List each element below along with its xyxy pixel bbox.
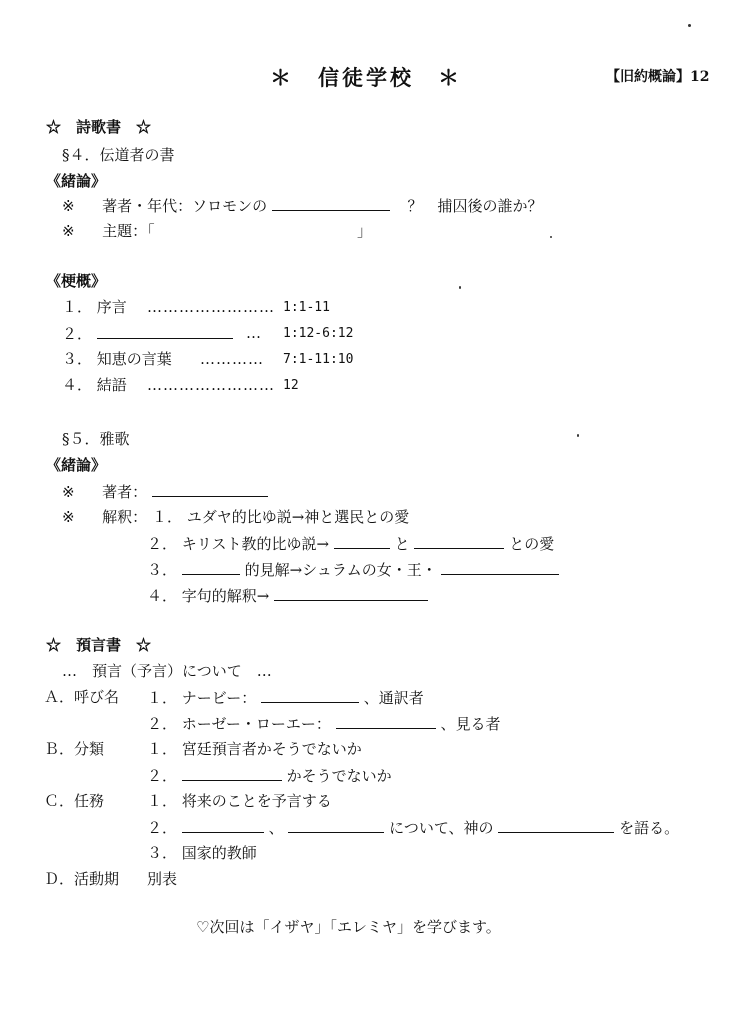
- section-b-label: Ｂ．分類: [44, 740, 105, 758]
- outline-leader: …: [246, 324, 262, 342]
- interpretation-text: キリスト教的比ゆ説→: [181, 535, 330, 553]
- outline-ref: 7:1-11:10: [283, 352, 354, 367]
- item-number: １．: [147, 740, 178, 758]
- outline-label: 序言: [96, 298, 127, 316]
- interpretation-blank: [274, 586, 428, 601]
- outline-number: １．: [62, 298, 93, 316]
- section-c-item-3: [147, 844, 257, 862]
- interpretation-blank: [334, 534, 390, 549]
- outline-row: [62, 298, 127, 316]
- item-blank: [182, 766, 282, 781]
- item-text: 、見る者: [440, 715, 501, 733]
- section-d-label: Ｄ．活動期: [44, 870, 120, 888]
- ecclesiastes-title: §４．伝道者の書: [62, 146, 175, 164]
- item-number: ２．: [147, 767, 178, 785]
- item-number: ２．: [147, 819, 178, 837]
- item-text: かそうでないか: [286, 767, 392, 785]
- ecclesiastes-author-line: [62, 196, 543, 215]
- item-number: １．: [147, 792, 178, 810]
- author-blank: [272, 196, 390, 211]
- note-mark: ※: [62, 483, 75, 501]
- interpretation-number: １．: [151, 508, 182, 526]
- item-text: ナービー：: [181, 689, 257, 707]
- interpretation-number: ４．: [147, 587, 178, 605]
- item-text: 、通訳者: [363, 689, 424, 707]
- item-blank: [498, 818, 614, 833]
- interpretation-blank: [441, 560, 559, 575]
- theme-suffix: 」: [356, 222, 372, 240]
- outline-row: [62, 324, 233, 343]
- scan-speck: [577, 434, 579, 437]
- section-b-item-2: [147, 766, 392, 785]
- section-c-item-1: [147, 792, 332, 810]
- item-number: ３．: [147, 844, 178, 862]
- next-lesson-note: ♡次回は「イザヤ」「エレミヤ」を学びます。: [196, 918, 501, 936]
- ecclesiastes-theme-line: [62, 222, 372, 240]
- interpretation-line-4: [147, 586, 428, 605]
- outline-number: ４．: [62, 376, 93, 394]
- section-d-value: 別表: [147, 870, 178, 888]
- prophecy-subheading: … 預言（予言）について …: [62, 662, 272, 680]
- scan-speck: [550, 236, 552, 238]
- interpretation-number: ２．: [147, 535, 178, 553]
- interpretation-blank: [414, 534, 504, 549]
- outline-label: 結語: [96, 376, 127, 394]
- outline-leader: …………: [200, 350, 264, 368]
- item-text: 国家的教師: [181, 844, 257, 862]
- note-mark: ※: [62, 222, 75, 240]
- outline-leader: ……………………: [147, 376, 275, 394]
- item-text: 宮廷預言者かそうでないか: [181, 740, 362, 758]
- interpretation-number: ３．: [147, 561, 178, 579]
- outline-ref: 1:12-6:12: [283, 326, 354, 341]
- item-blank: [336, 714, 436, 729]
- item-text: ホーゼー・ローエー：: [181, 715, 331, 733]
- scan-speck: [459, 286, 461, 289]
- section-a-label: Ａ．呼び名: [44, 688, 120, 706]
- interpretation-blank: [182, 560, 240, 575]
- interpretation-line-1: [62, 508, 409, 526]
- item-text: 将来のことを予言する: [181, 792, 332, 810]
- outline-leader: ……………………: [147, 298, 275, 316]
- interpretation-text: 的見解→シュラムの女・王・: [244, 561, 437, 579]
- item-blank: [288, 818, 384, 833]
- poetry-books-heading: ☆ 詩歌書 ☆: [46, 118, 152, 136]
- item-text: を語る。: [619, 819, 680, 837]
- item-blank: [182, 818, 264, 833]
- song-of-songs-title: §５．雅歌: [62, 430, 130, 448]
- interpretation-line-3: [147, 560, 559, 579]
- section-b-item-1: [147, 740, 362, 758]
- item-blank: [261, 688, 359, 703]
- outline-row: [62, 350, 172, 368]
- song-author-line: [62, 482, 268, 501]
- section-c-label: Ｃ．任務: [44, 792, 105, 810]
- interpretation-text: ユダヤ的比ゆ説→神と選民との愛: [186, 508, 410, 526]
- scan-speck: [688, 24, 691, 27]
- outline-ref: 1:1-11: [283, 300, 330, 315]
- outline-number: ３．: [62, 350, 93, 368]
- outline-blank: [97, 324, 233, 339]
- song-author-prefix: 著者：: [102, 483, 148, 501]
- item-text: 、: [268, 819, 284, 837]
- section-c-item-2: [147, 818, 679, 837]
- outline-label: 知恵の言葉: [96, 350, 172, 368]
- author-prefix: 著者・年代：ソロモンの: [102, 197, 268, 215]
- ecclesiastes-outline-label: 《梗概》: [46, 272, 107, 290]
- interpretation-text: との愛: [509, 535, 555, 553]
- ecclesiastes-intro-label: 《緒論》: [46, 172, 107, 190]
- interpretation-text: と: [394, 535, 410, 553]
- outline-number: ２．: [62, 325, 93, 343]
- song-intro-label: 《緒論》: [46, 456, 107, 474]
- note-mark: ※: [62, 508, 75, 526]
- interpretation-line-2: [147, 534, 554, 553]
- section-a-item-1: [147, 688, 424, 707]
- course-reference: 【旧約概論】12: [606, 69, 710, 85]
- section-a-item-2: [147, 714, 500, 733]
- outline-row: [62, 376, 127, 394]
- item-number: ２．: [147, 715, 178, 733]
- interpretation-label: 解釈：: [102, 508, 148, 526]
- song-author-blank: [152, 482, 268, 497]
- interpretation-text: 字句的解釈→: [181, 587, 270, 605]
- item-text: について、神の: [389, 819, 494, 837]
- author-suffix: ？ 捕囚後の誰か？: [407, 197, 543, 215]
- note-mark: ※: [62, 197, 75, 215]
- page-title: ＊ 信徒学校 ＊: [270, 65, 462, 90]
- theme-prefix: 主題：「: [102, 222, 155, 240]
- item-number: １．: [147, 689, 178, 707]
- prophets-heading: ☆ 預言書 ☆: [46, 636, 152, 654]
- outline-ref: 12: [283, 378, 299, 393]
